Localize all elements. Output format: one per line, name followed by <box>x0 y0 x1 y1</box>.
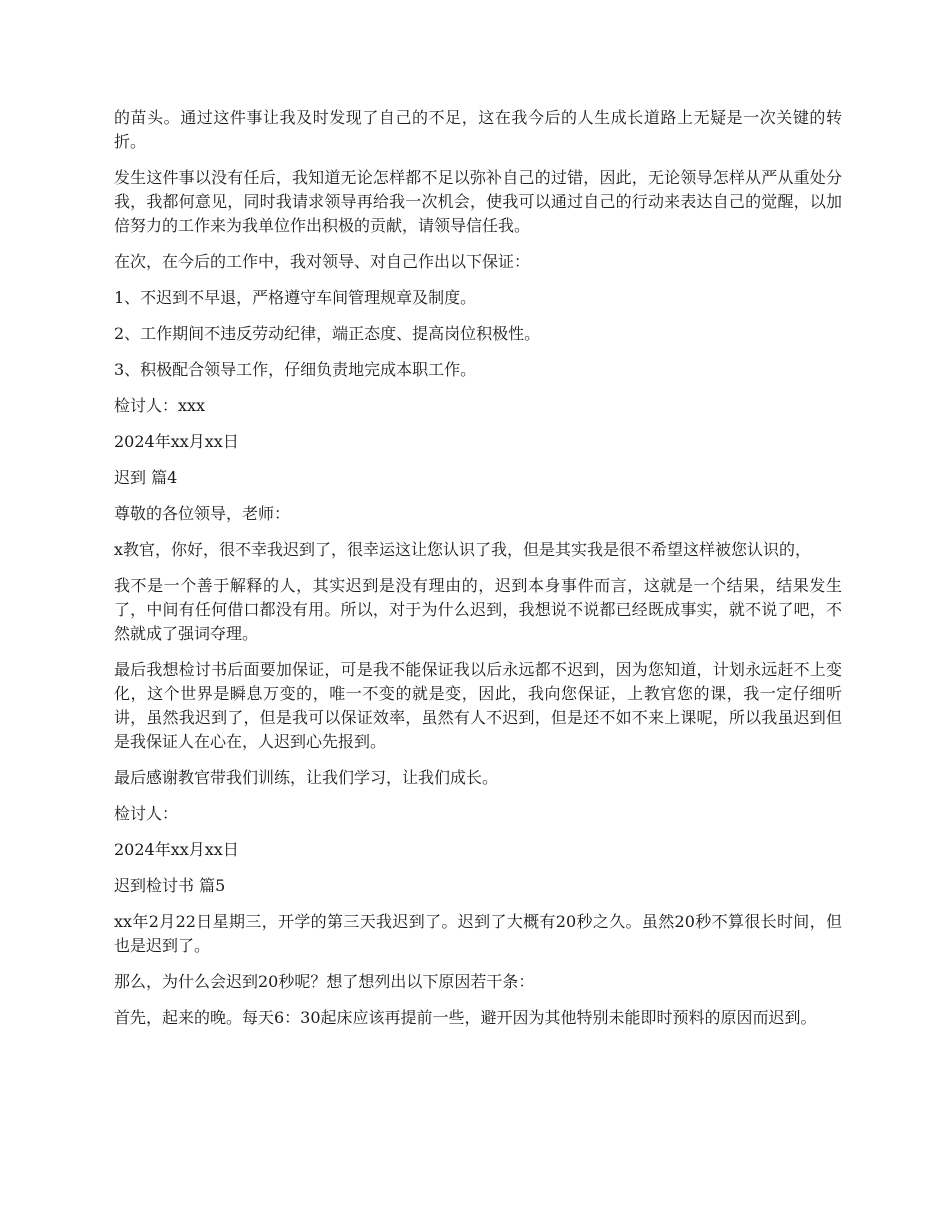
paragraph: 在次，在今后的工作中，我对领导、对自己作出以下保证： <box>114 252 531 271</box>
date-line: 2024年xx月xx日 <box>114 432 239 451</box>
section-heading: 迟到检讨书 篇5 <box>114 876 226 895</box>
list-item: 3、积极配合领导工作，仔细负责地完成本职工作。 <box>114 360 477 379</box>
signature-line: 检讨人：xxx <box>114 396 206 415</box>
paragraph: 最后感谢教官带我们训练，让我们学习，让我们成长。 <box>114 768 499 787</box>
paragraph: 的苗头。通过这件事让我及时发现了自己的不足，这在我今后的人生成长道路上无疑是一次关键的转折。 <box>114 108 842 151</box>
list-item: 1、不迟到不早退，严格遵守车间管理规章及制度。 <box>114 288 477 307</box>
paragraph: 我不是一个善于解释的人，其实迟到是没有理由的，迟到本身事件而言，这就是一个结果，结果发生了，中间有任何借口都没有用。所以，对于为什么迟到，我想说不说都已经既成事实，就不说了吧，不然就成了强词夺理。 <box>114 576 842 643</box>
paragraph: 首先，起来的晚。每天6：30起床应该再提前一些，避开因为其他特别未能即时预料的原因而迟到。 <box>114 1008 817 1027</box>
paragraph: x教官，你好，很不幸我迟到了，很幸运这让您认识了我，但是其实我是很不希望这样被您认识的， <box>114 540 812 559</box>
paragraph: 最后我想检讨书后面要加保证，可是我不能保证我以后永远都不迟到，因为您知道，计划永远赶不上变化，这个世界是瞬息万变的，唯一不变的就是变，因此，我向您保证，上教官您的课，我一定仔细听讲，虽然我迟到了，但是我可以保证效率，虽然有人不迟到，但是还不如不来上课呢，所以我虽迟到但是我保证人在心在，人迟到心先报到。 <box>114 660 842 751</box>
paragraph: 那么，为什么会迟到20秒呢？想了想列出以下原因若干条： <box>114 972 535 991</box>
date-line: 2024年xx月xx日 <box>114 840 239 859</box>
list-item: 2、工作期间不违反劳动纪律，端正态度、提高岗位积极性。 <box>114 324 541 343</box>
signature-line: 检讨人： <box>114 804 179 823</box>
document-body <box>114 106 842 1042</box>
salutation: 尊敬的各位领导，老师： <box>114 504 291 523</box>
paragraph: xx年2月22日星期三，开学的第三天我迟到了。迟到了大概有20秒之久。虽然20秒不算很长时间，但也是迟到了。 <box>114 912 842 955</box>
paragraph: 发生这件事以没有任后，我知道无论怎样都不足以弥补自己的过错，因此，无论领导怎样从严从重处分我，我都何意见，同时我请求领导再给我一次机会，使我可以通过自己的行动来表达自己的觉醒，以加倍努力的工作来为我单位作出积极的贡献，请领导信任我。 <box>114 168 842 235</box>
section-heading: 迟到 篇4 <box>114 468 178 487</box>
